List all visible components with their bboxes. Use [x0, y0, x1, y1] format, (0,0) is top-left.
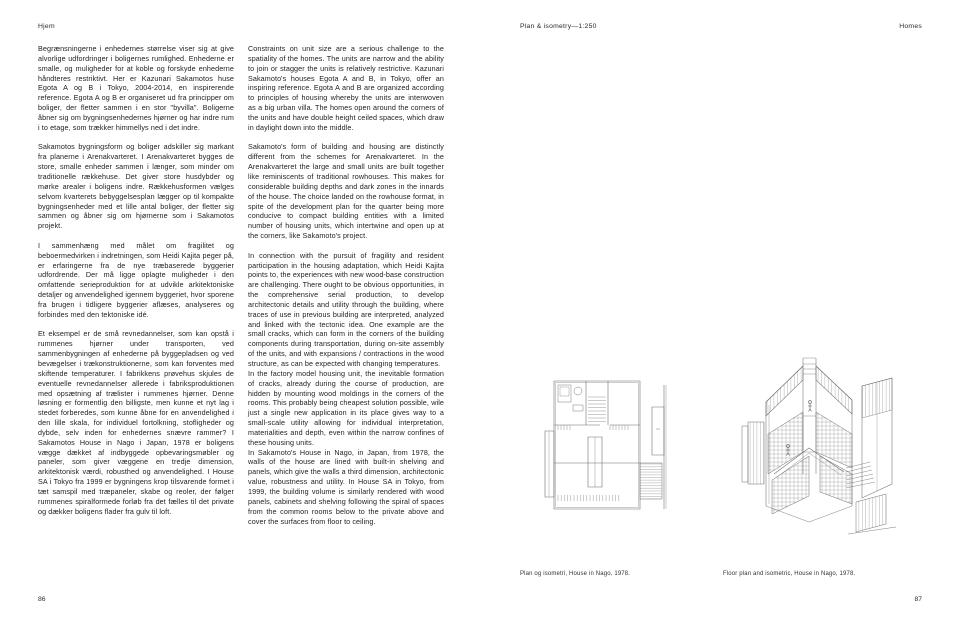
english-paragraph: Constraints on unit size are a serious challenge to the spatiality of the homes. The units are narrow and the ability to join or stagger the units is relatively restrictive. Kazunari Sakamoto's houses Egota A and B, in Tokyo, offer an inspiring reference. Egota A and B are organized according to principles of housing whereby the units are interwoven as a big urban villa. The homes open around the corners of the units and have double height ceiled spaces, which draw in daylight down into the middle.: [248, 44, 444, 132]
running-head-right: Homes: [899, 23, 922, 30]
iso-right-wall-panel: [862, 378, 892, 498]
iso-base-block: [848, 494, 896, 534]
danish-paragraph: Begrænsningerne i enhedernes størrelse viser sig at give alvorlige udfordringer i boligernes rumlighed. Enhederne er smalle, og muligheder for at koble og forskyde enhederne håndteres restriktivt. Her er Kazunari Sakamotos huse Egota A og B i Tokyo, 2004-2014, en inspirerende reference. Egota A og B er organiseret ud fra principper om boliger, der fletter sammen i en stor "byvilla". Boligerne åbner sig om bygningsenhedernes hjørner og har indre rum i to etage, som trækker himmellys ned i det indre.: [38, 44, 234, 132]
iso-upper-floor: [768, 412, 852, 474]
running-head-left: Hjem: [38, 23, 55, 30]
iso-lower-floor: [772, 456, 852, 514]
danish-paragraph: I sammenhæng med målet om fragilitet og beboermedvirken i indretningen, som Heidi Kajita peger på, er erfaringerne fra de nye træbaserede byggerier udfordrende. Der må ligge oplagte muligheder i den omfattende serieproduktion for at udvikle arkitektoniske detaljer og anvendelighed igennem byggeriet, hvor sporene fra brugen i tidligere byggerier aflæses, analyseres og forbindes med den tektoniske idé.: [38, 240, 234, 319]
page-number-left: 86: [38, 596, 46, 603]
danish-paragraph: Sakamotos bygningsform og boliger adskiller sig markant fra planerne i Arenakvarteret. I Arenakvarteret bygges de store, smalle enheder sammen i længer, som minder om traditionelle rækkehuse. Det giver store husdybder og mørke arealer i boligens indre. Rækkehusformen vælges selvom kvarterets bebyggelsesplan lægger op til kompakte bygningsenheder med et lille antal boliger, der fletter sig sammen og åbner sig om hjørnerne som i Sakamotos projekt.: [38, 142, 234, 231]
english-paragraph: In Sakamoto's House in Nago, in Japan, from 1978, the walls of the house are lined with built-in shelving and panels, which give the walls a third dimension, architectonic value, robustness and utility. In House SA in Tokyo, from 1999, the building volume is similarly rendered with wood panels, cabinets and shelving following the spiral of spaces from the common rooms below to the private above and cover the surfaces from floor to ceiling.: [248, 447, 444, 526]
plan-stair-hatch: [588, 397, 606, 422]
caption-danish: Plan og isometri, House in Nago, 1978.: [520, 571, 631, 577]
iso-left-annex: [742, 422, 764, 484]
english-text-column: [248, 44, 444, 526]
iso-roof: [766, 366, 852, 416]
floor-plan-figure: [544, 379, 674, 519]
isometric-figure: [728, 356, 904, 538]
floor-plan-drawing: [544, 379, 674, 519]
danish-paragraph: Et eksempel er de små revnedannelser, som kan opstå i rummenes hjørner under transporten, ved sammenbygningen af enhederne på byggepladsen og ved bevægelser i trækonstruktionerne, som kan forventes med skiftende temperaturer. I fabrikkens prøvehus skjules de eventuelle revnedannelser allerede i fabriksproduktionen med opsætning af trælister i rummenes hjørner. Denne løsning er formentlig den billigste, men kunne et nyt lag i stedet forberedes, som kunne åbne for en anvendelighed i den lille skala, for individuel fortolkning, stofligheder og dybde, selv inden for enhedernes snævre rammer? I Sakamotos House in Nago i Japan, 1978 er boligens vægge dækket af indbyggede opbevaringsmøbler og paneler, som giver væggene en tredje dimension, arkitektonisk værdi, robusthed og anvendelighed. I House SA i Tokyo fra 1999 er bygningens krop tilsvarende formet i tæt samspil med træpaneler, skabe og reoler, der følger rummenes spiralformede forløb fra det fælles til det private og dækker boligens flader fra gulv til loft.: [38, 329, 234, 516]
caption-english: Floor plan and isometric, House in Nago, 1978.: [723, 571, 856, 577]
english-paragraph: In connection with the pursuit of fragility and resident participation in the housing adaptation, which Heidi Kajita points to, the experiences with new wood-base construction are challenging. There ought to be obvious opportunities, in the comprehensive serial production, to develop architectonic details and utility through the building, where traces of use in previous building are interpreted, analyzed and linked with the tectonic idea. One example are the small cracks, which can form in the corners of the building components during transportation, during on-site assembly of the units, and with expansions / contractions in the wood structure, as can be expected with changing temperatures.: [248, 250, 444, 368]
english-paragraph: In the factory model housing unit, the inevitable formation of cracks, already during the course of production, are hidden by mounting wood moldings in the corners of the rooms. This probably being cheapest solution possible, wile just a single new application in its place gives way to a small-scale utility allowing for individual interpretation, materialities and depth, even within the narrow confines of these housing units.: [248, 368, 444, 447]
page-number-right: 87: [914, 596, 922, 603]
plan-deck: [640, 463, 662, 499]
isometric-drawing: [728, 356, 904, 538]
plan-walls: [545, 381, 640, 509]
running-head-center: Plan & isometry—1:250: [520, 23, 597, 30]
english-paragraph: Sakamoto's form of building and housing are distinctly different from the schemes for Arenakvarteret. In the Arenakvarteret the large and small units are built together like reminiscents of traditional rowhouses. This makes for considerable building depths and dark zones in the innards of the house. The choice landed on the rowhouse format, in spite of the development plan for the quarter being more conducive to compact building entities with a limited number of housing units, which intertwine and open up at the corners, like Sakamoto's project.: [248, 142, 444, 241]
danish-text-column: [38, 44, 234, 517]
